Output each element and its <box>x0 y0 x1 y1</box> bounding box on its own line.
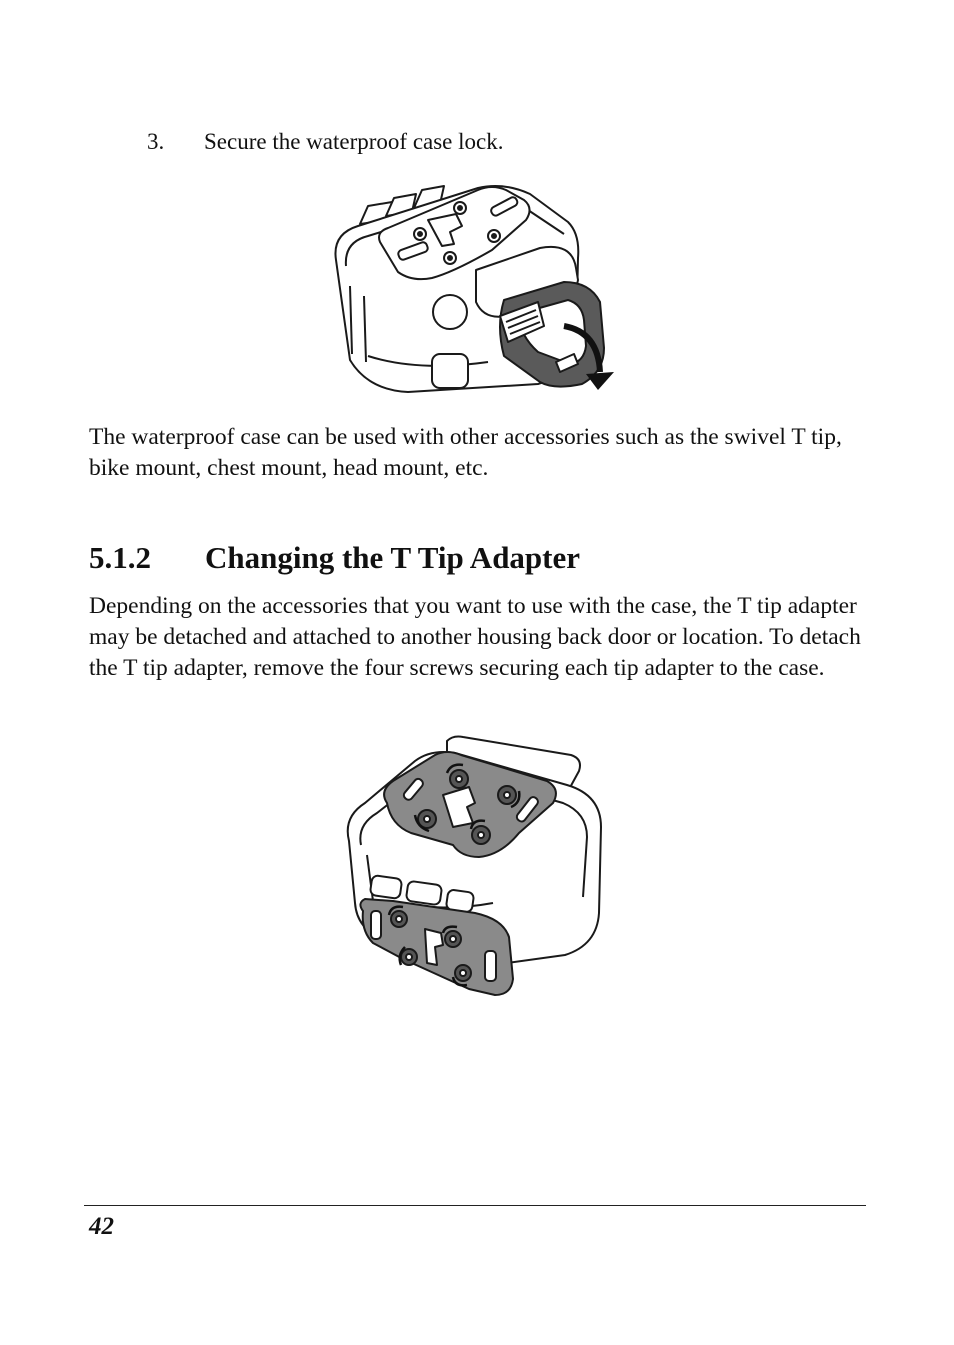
step-number: 3. <box>147 129 165 154</box>
section-heading <box>89 540 580 576</box>
page-number: 42 <box>89 1213 114 1240</box>
section-number: 5.1.2 <box>89 540 151 575</box>
accessories-paragraph: The waterproof case can be used with other accessories such as the swivel T tip, bike mount, chest mount, head mount, etc. <box>89 424 842 481</box>
section-title: Changing the T Tip Adapter <box>205 540 581 575</box>
case-lock-illustration <box>328 176 620 404</box>
step-text: Secure the waterproof case lock. <box>204 129 504 154</box>
footer-rule <box>84 1205 866 1206</box>
t-tip-adapter-illustration <box>343 733 611 1003</box>
section-body: Depending on the accessories that you want to use with the case, the T tip adapter may be detached and attached to another housing back door or location. To detach the T tip adapter, remove the four screws securing each tip adapter to the case. <box>89 593 861 681</box>
